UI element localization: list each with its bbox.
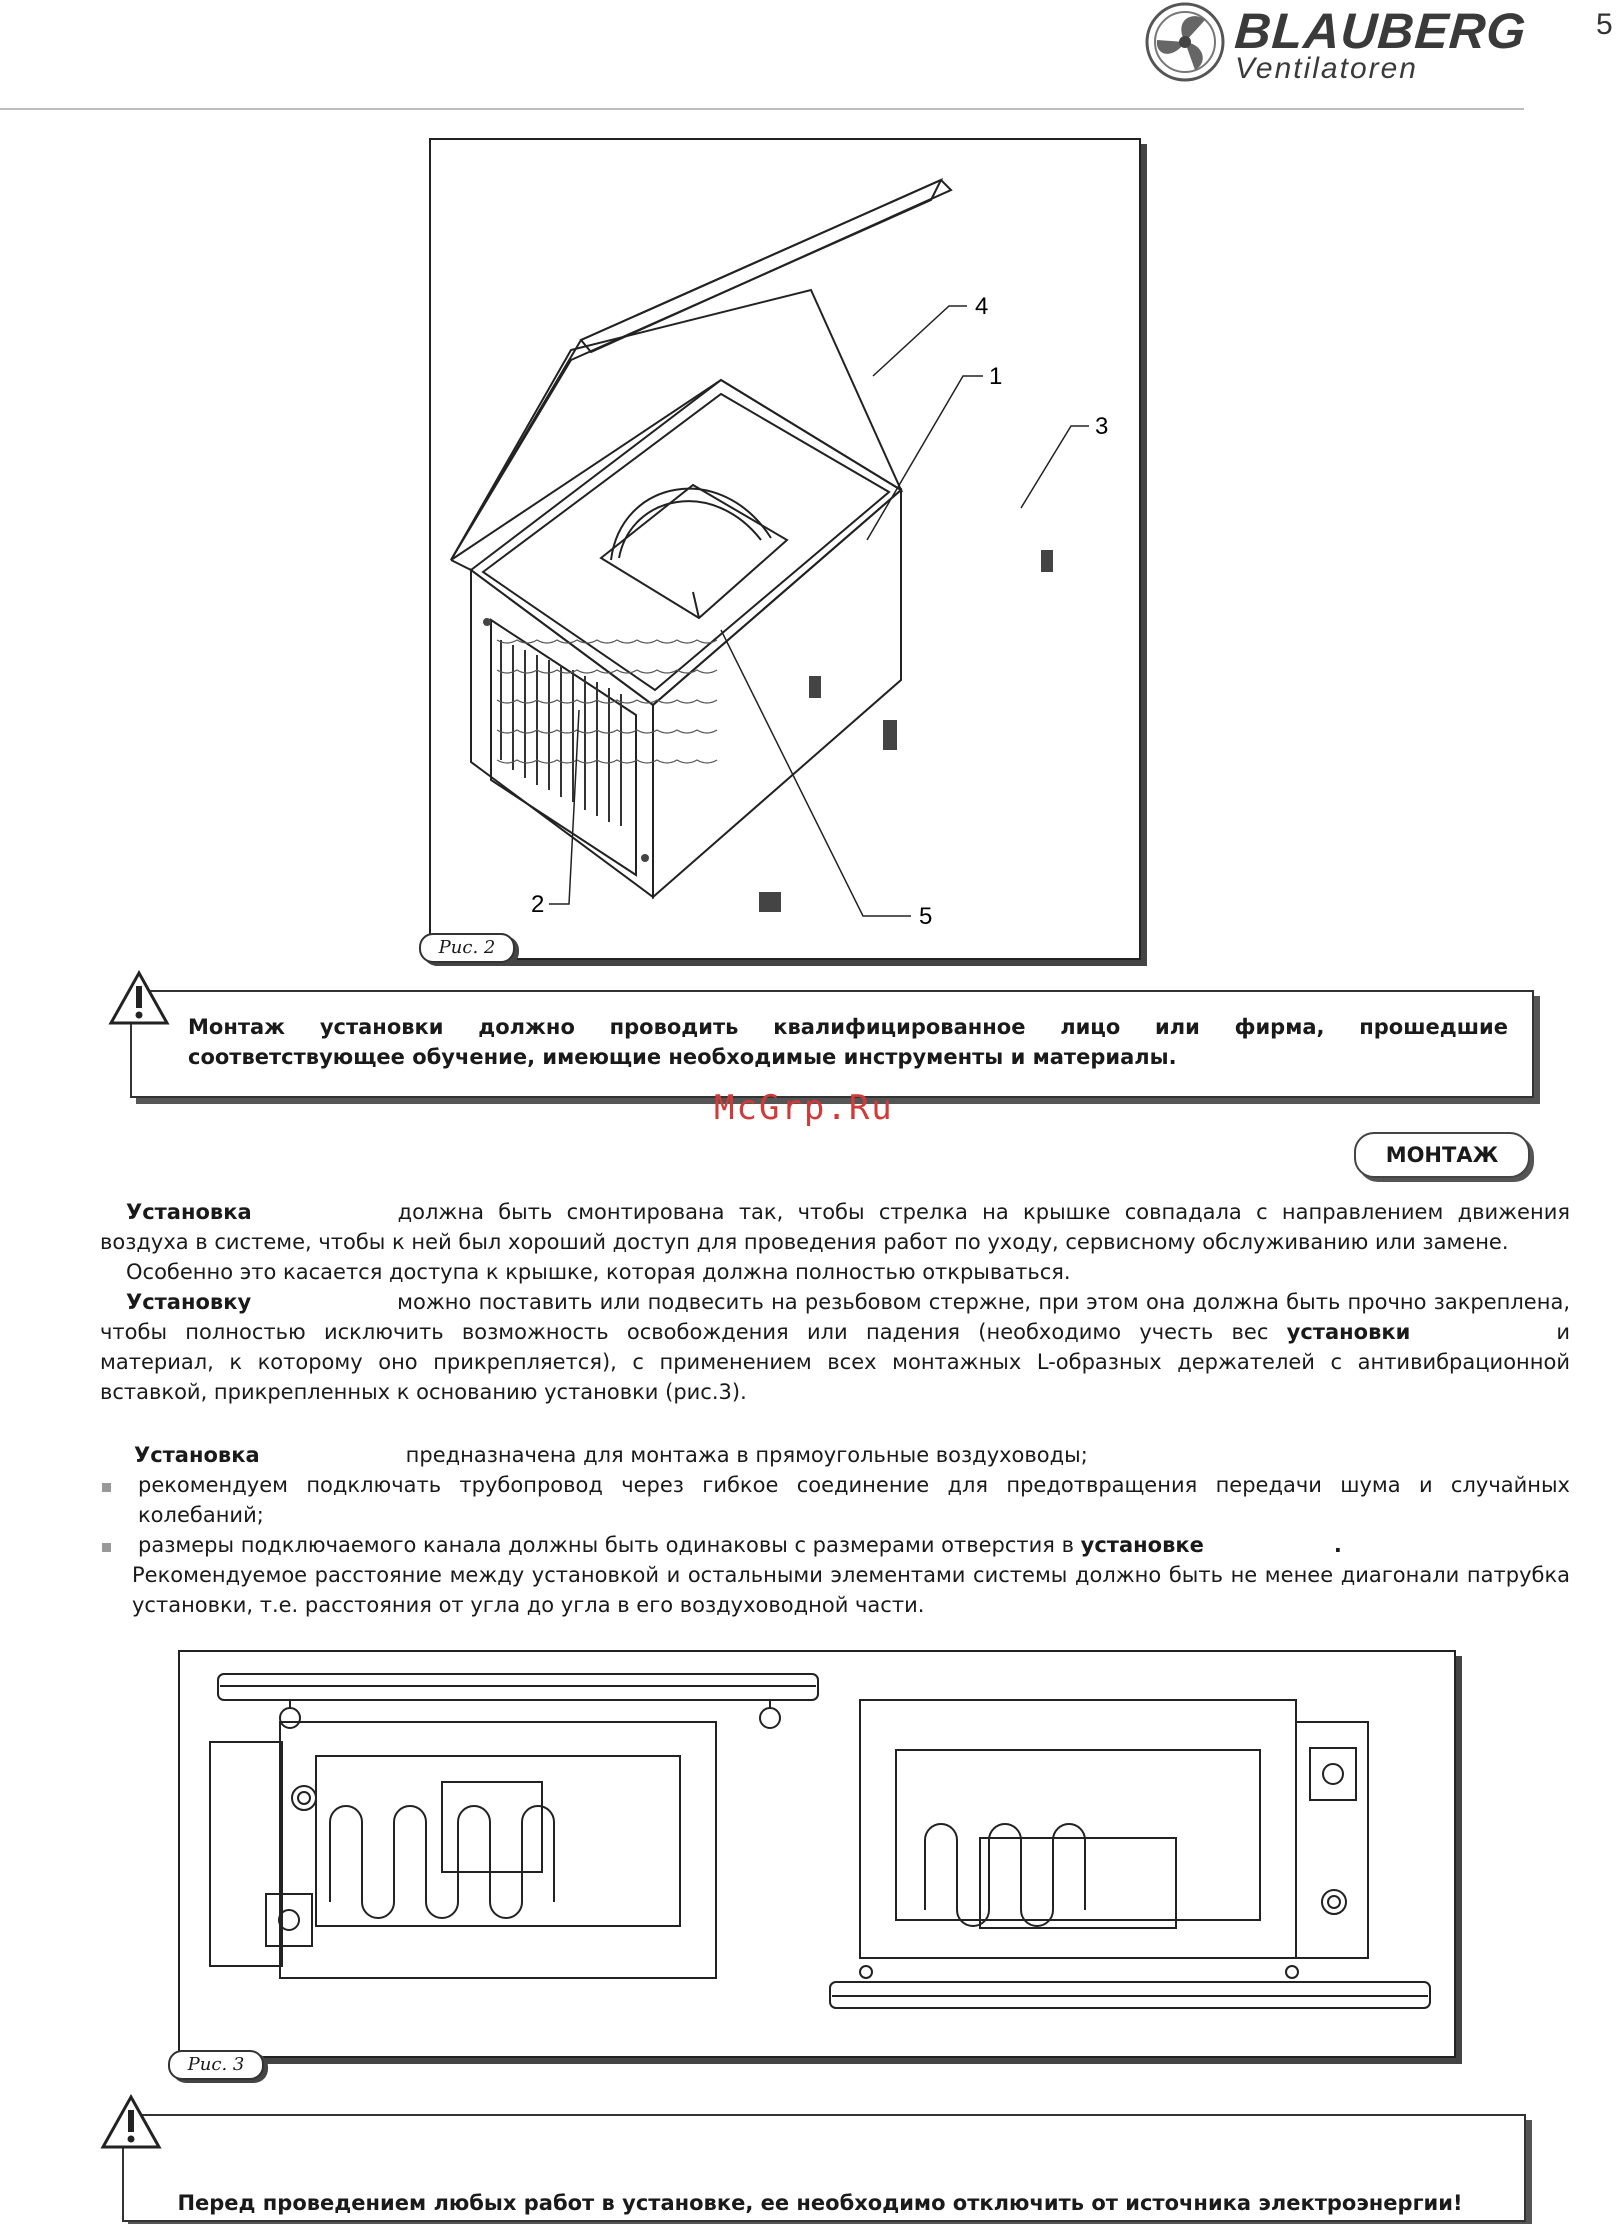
body-text-2 bbox=[100, 1440, 1570, 1620]
bullet-1: рекомендуем подключать трубопровод через гибкое соединение для предотвращения передачи шума и случайных колебаний; bbox=[100, 1470, 1570, 1530]
figure-2-frame bbox=[429, 138, 1141, 960]
section-montage-button[interactable]: МОНТАЖ bbox=[1354, 1132, 1530, 1178]
bold-term: Установка bbox=[126, 1200, 252, 1224]
callout-3: 3 bbox=[1095, 413, 1109, 440]
brand-logo: BLAUBERG bbox=[1233, 3, 1529, 59]
paragraph-4: предназначена для монтажа в прямоугольные воздуховоды; bbox=[405, 1443, 1088, 1467]
fan-logo-icon bbox=[1143, 0, 1227, 84]
warning-text-1: Монтаж установки должно проводить квалифицированное лицо или фирма, прошедшие соответствующее обучение, имеющие необходимые инструменты и материалы. bbox=[188, 1015, 1508, 1069]
heater-unit-open-lid-drawing bbox=[431, 140, 1139, 958]
paragraph-3-part-1: можно поставить или подвесить на резьбовом стержне, при этом она должна быть прочно закреплена, чтобы полностью исключить возможность освобождения или падения (необходимо учесть вес bbox=[100, 1290, 1570, 1344]
figure-3-frame bbox=[178, 1650, 1456, 2058]
warning-triangle-icon bbox=[100, 2094, 162, 2150]
warning-triangle-icon bbox=[108, 970, 170, 1026]
figure-3-label: Рис. 3 bbox=[168, 2050, 264, 2080]
body-text bbox=[100, 1197, 1570, 1407]
bold-term: установки bbox=[1286, 1320, 1411, 1344]
page-number: 5 bbox=[1596, 8, 1613, 41]
bold-term: Установка bbox=[134, 1443, 260, 1467]
bold-term: Установку bbox=[126, 1290, 252, 1314]
brand-subtitle: Ventilatoren bbox=[1235, 52, 1418, 85]
paragraph-3-part-2: и материал, к которому оно прикрепляется), с применением всех монтажных L-образных держателей с антивибрационной вставкой, прикрепленных к основанию установки (рис.3). bbox=[100, 1320, 1570, 1404]
callout-2: 2 bbox=[531, 891, 545, 918]
callout-4: 4 bbox=[975, 293, 989, 320]
paragraph-1: должна быть смонтирована так, чтобы стрелка на крышке совпадала с направлением движения воздуха в системе, чтобы к ней был хороший доступ для проведения работ по уходу, сервисному обслуживанию или замене. bbox=[100, 1200, 1570, 1254]
bullet-2: размеры подключаемого канала должны быть одинаковы с размерами отверстия в установке . bbox=[100, 1530, 1570, 1560]
paragraph-2: Особенно это касается доступа к крышке, которая должна полностью открываться. bbox=[126, 1260, 1071, 1284]
paragraph-5: Рекомендуемое расстояние между установкой и остальными элементами системы должно быть не менее диагонали патрубка установки, т.е. расстояния от угла до угла в его воздуховодной части. bbox=[132, 1563, 1570, 1617]
callout-1: 1 bbox=[989, 363, 1003, 390]
figure-2-label: Рис. 2 bbox=[419, 933, 515, 963]
header-divider bbox=[0, 108, 1524, 110]
watermark: McGrp.Ru bbox=[714, 1088, 894, 1128]
suspension-mounting-drawing bbox=[180, 1652, 1454, 2056]
callout-5: 5 bbox=[919, 903, 933, 930]
warning-text-2: Перед проведением любых работ в установке, ее необходимо отключить от источника электроэнергии! bbox=[177, 2191, 1463, 2215]
